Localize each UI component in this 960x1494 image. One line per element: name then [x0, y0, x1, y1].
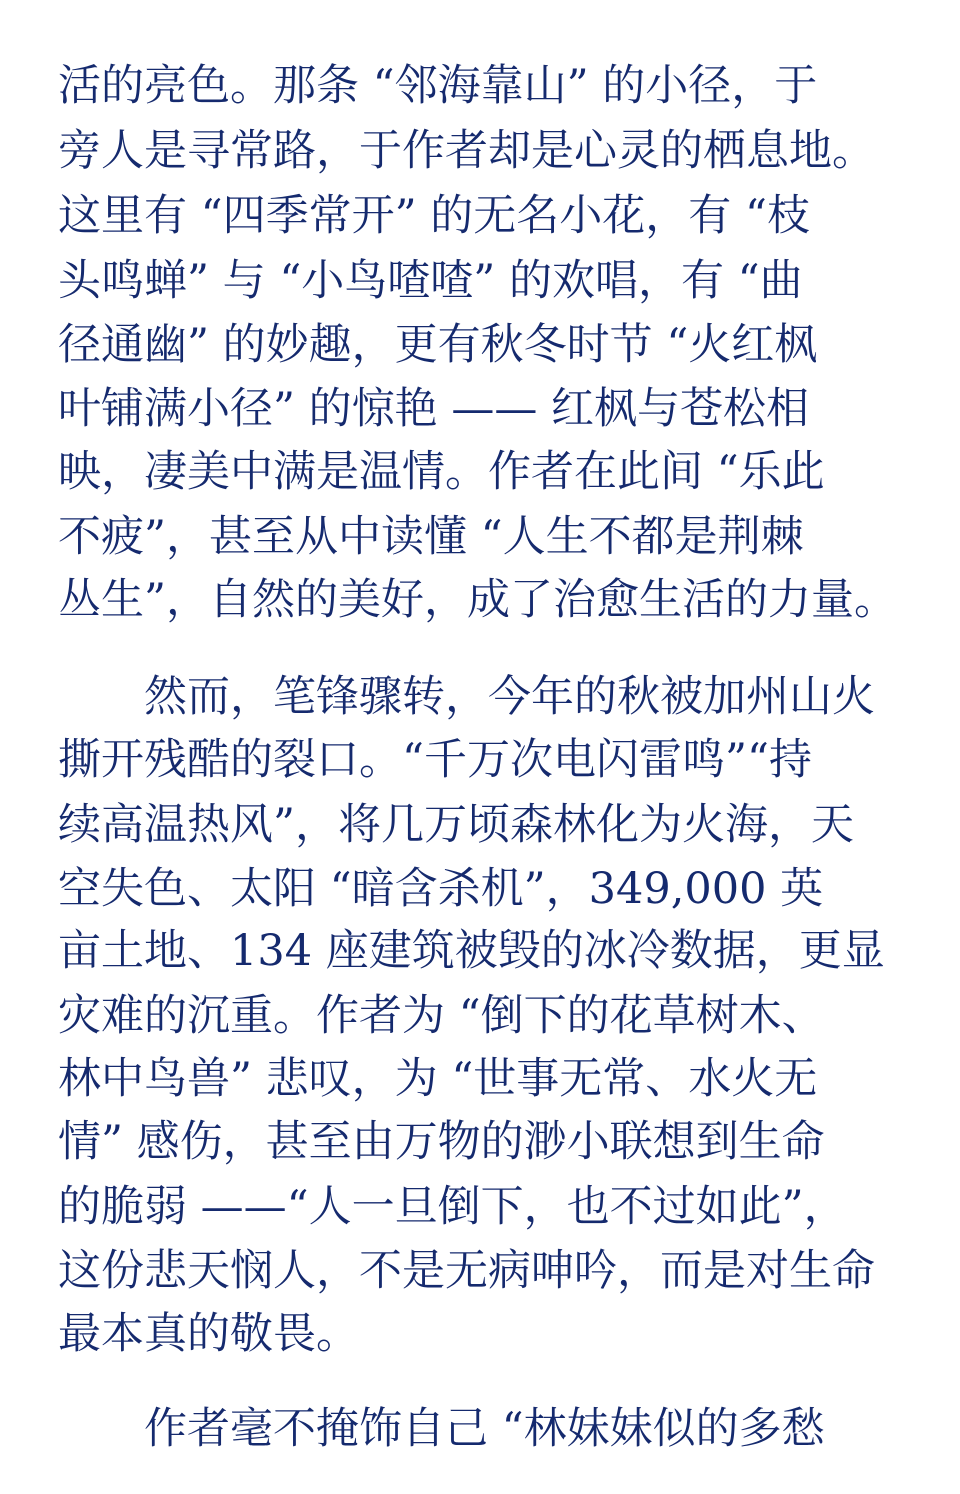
text-line: 旁人是寻常路，于作者却是心灵的栖息地。	[58, 126, 875, 176]
text-line: 丛生”，自然的美好，成了治愈生活的力量。	[58, 575, 897, 625]
text-line: 空失色、太阳 “暗含杀机”，349,000 英	[58, 864, 824, 914]
text-line: 的脆弱 ——“人一旦倒下，也不过如此”，	[58, 1182, 847, 1232]
text-line: 亩土地、134 座建筑被毁的冰冷数据，更显	[58, 926, 885, 976]
text-line: 这份悲天悯人，不是无病呻吟，而是对生命	[58, 1246, 875, 1296]
text-line: 撕开残酷的裂口。“千万次电闪雷鸣”“持	[58, 735, 812, 785]
text-line: 续高温热风”，将几万顷森林化为火海，天	[58, 800, 854, 850]
text-line: 径通幽” 的妙趣，更有秋冬时节 “火红枫	[58, 320, 818, 370]
text-line: 灾难的沉重。作者为 “倒下的花草树木、	[58, 991, 825, 1041]
text-line: 这里有 “四季常开” 的无名小花，有 “枝	[58, 191, 810, 241]
text-line: 映，凄美中满是温情。作者在此间 “乐此	[58, 447, 825, 497]
text-line: 作者毫不掩饰自己 “林妹妹似的多愁	[144, 1404, 825, 1454]
text-line: 林中鸟兽” 悲叹，为 “世事无常、水火无	[58, 1054, 818, 1104]
text-line: 叶铺满小径” 的惊艳 —— 红枫与苍松相	[58, 384, 809, 434]
text-line: 最本真的敬畏。	[58, 1309, 359, 1359]
text-line: 活的亮色。那条 “邻海靠山” 的小径，于	[58, 61, 818, 111]
text-line: 情” 感伤，甚至由万物的渺小联想到生命	[58, 1117, 825, 1167]
text-line: 头鸣蝉” 与 “小鸟喳喳” 的欢唱，有 “曲	[58, 256, 803, 306]
text-line: 不疲”，甚至从中读懂 “人生不都是荆棘	[58, 512, 804, 562]
text-line: 然而，笔锋骤转，今年的秋被加州山火	[144, 672, 875, 722]
